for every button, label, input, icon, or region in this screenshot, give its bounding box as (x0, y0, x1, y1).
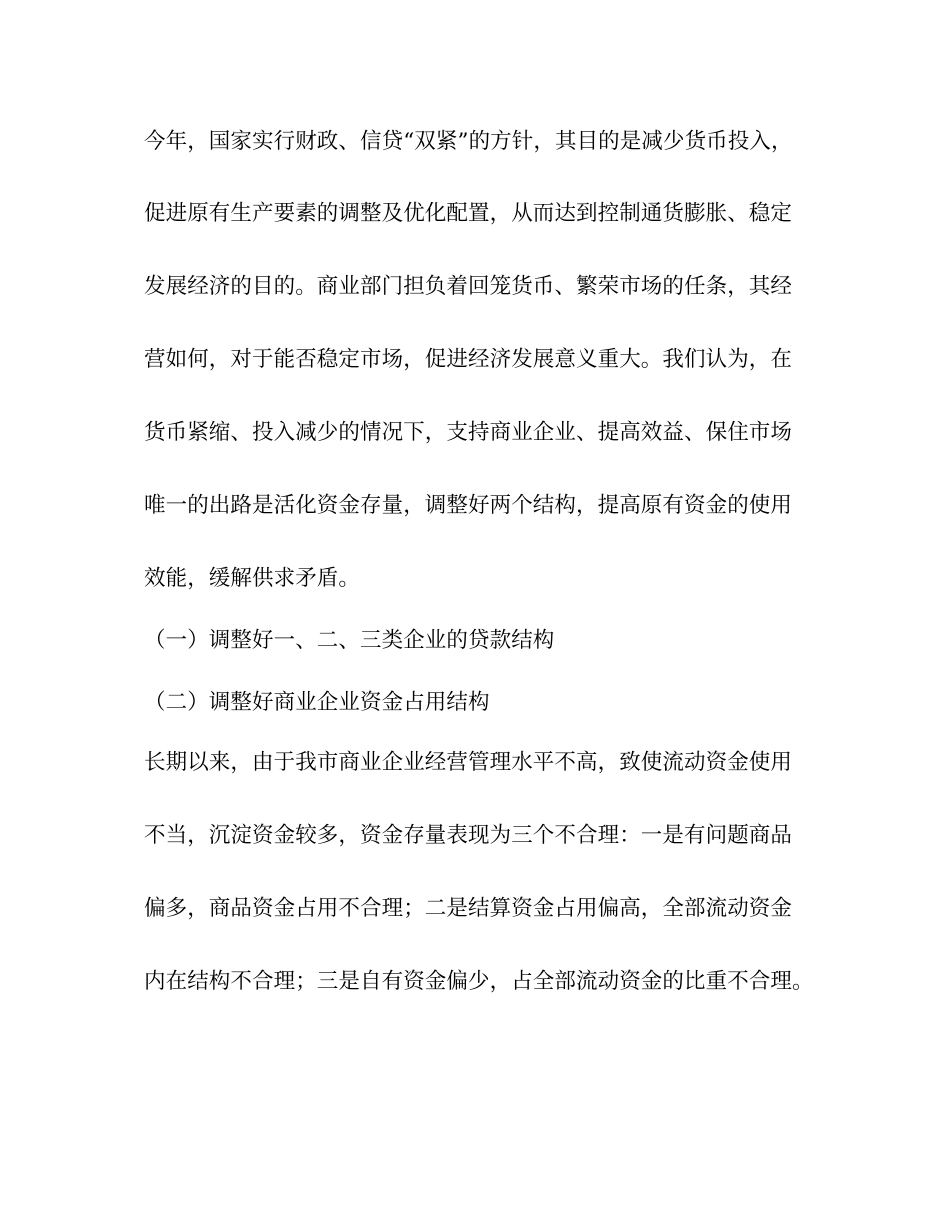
paragraph-2-line-1: 长期以来，由于我市商业企业经营管理水平不高，致使流动资金使用 (144, 750, 793, 775)
paragraph-1-line-3: 发展经济的目的。商业部门担负着回笼货币、繁荣市场的任条，其经 (144, 274, 793, 299)
paragraph-1-line-6: 唯一的出路是活化资金存量，调整好两个结构，提高原有资金的使用 (144, 493, 793, 518)
paragraph-1-line-1: 今年，国家实行财政、信贷“双紧”的方针，其目的是减少货币投入， (144, 129, 793, 154)
section-heading-1: （一）调整好一、二、三类企业的贷款结构 (144, 628, 555, 653)
paragraph-1-line-5: 货币紧缩、投入减少的情况下，支持商业企业、提高效益、保住市场 (144, 420, 793, 445)
paragraph-1-line-7: 效能，缓解供求矛盾。 (144, 566, 361, 591)
paragraph-2-line-3: 偏多，商品资金占用不合理；二是结算资金占用偏高，全部流动资金 (144, 896, 793, 921)
paragraph-1-line-2: 促进原有生产要素的调整及优化配置，从而达到控制通货膨胀、稳定 (144, 201, 793, 226)
paragraph-2-line-2: 不当，沉淀资金较多，资金存量表现为三个不合理：一是有问题商品 (144, 823, 793, 848)
paragraph-2-line-4: 内在结构不合理；三是自有资金偏少，占全部流动资金的比重不合理。 (144, 969, 814, 994)
section-heading-2: （二）调整好商业企业资金占用结构 (144, 690, 490, 715)
paragraph-1-line-4: 营如何，对于能否稳定市场，促进经济发展意义重大。我们认为，在 (144, 347, 793, 372)
